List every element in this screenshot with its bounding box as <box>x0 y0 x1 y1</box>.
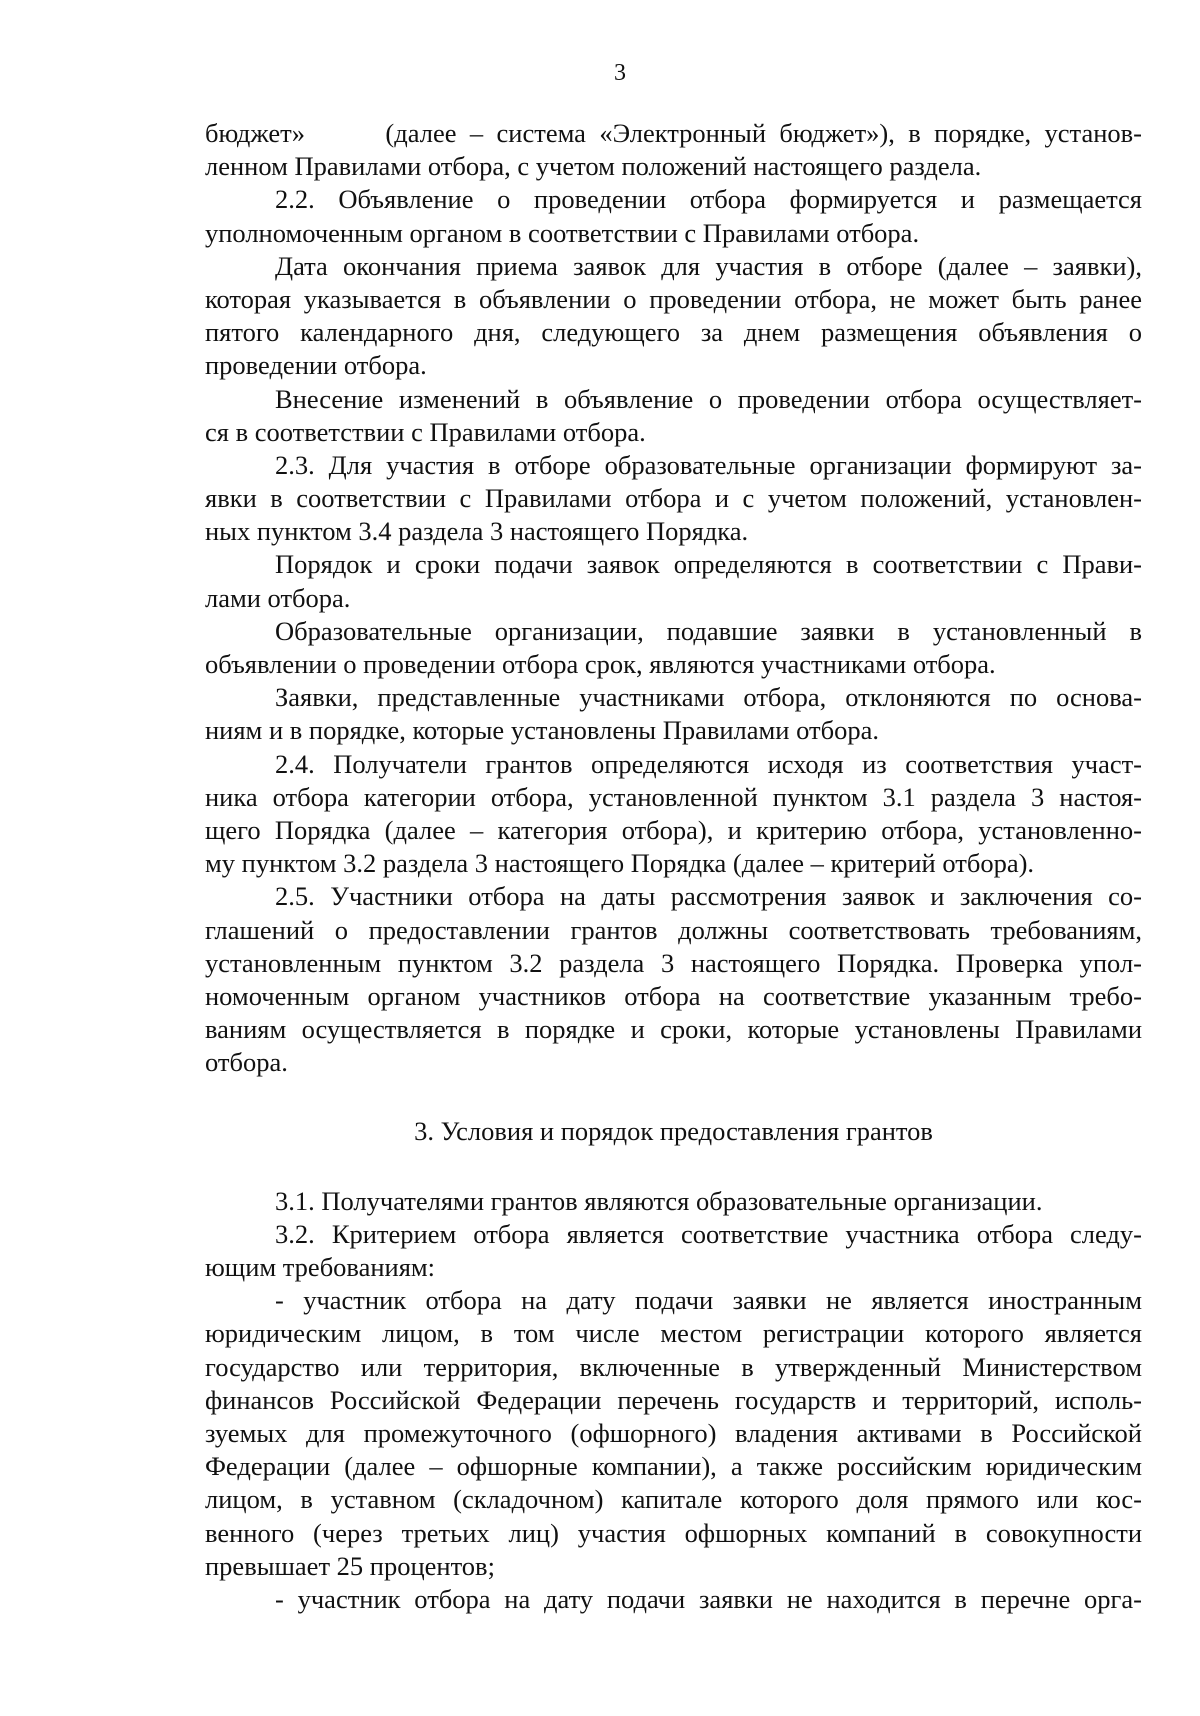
text-line: Внесение изменений в объявление о проведении отбора осуществляет- <box>275 383 1142 414</box>
section-heading: 3. Условия и порядок предоставления грантов <box>414 1116 933 1147</box>
text-line: ниям и в порядке, которые установлены Правилами отбора. <box>205 715 879 746</box>
text-line: - участник отбора на дату подачи заявки не является иностранным <box>275 1285 1142 1316</box>
text-line: явки в соответствии с Правилами отбора и с учетом положений, установлен- <box>205 483 1142 514</box>
text-line: объявлении о проведении отбора срок, являются участниками отбора. <box>205 649 996 679</box>
text-line: 3.1. Получателями грантов являются образовательные организации. <box>275 1185 1043 1216</box>
text-line: Дата окончания приема заявок для участия в отборе (далее – заявки), <box>275 250 1142 281</box>
text-line: ваниям осуществляется в порядке и сроки, которые установлены Правилами <box>205 1014 1142 1045</box>
page-number: 3 <box>614 60 626 86</box>
text-line: пятого календарного дня, следующего за днем размещения объявления о <box>205 317 1142 348</box>
text-line: Образовательные организации, подавшие заявки в установленный в <box>275 615 1142 646</box>
text-line: Заявки, представленные участниками отбора, отклоняются по основа- <box>275 682 1142 713</box>
text-line: 2.2. Объявление о проведении отбора формируется и размещается <box>275 184 1142 215</box>
document-body <box>205 117 1142 1616</box>
text-line: финансов Российской Федерации перечень государств и территорий, исполь- <box>205 1384 1142 1415</box>
text-line: ющим требованиям: <box>205 1252 436 1282</box>
text-line: проведении отбора. <box>205 350 427 381</box>
text-line: которая указывается в объявлении о проведении отбора, не может быть ранее <box>205 283 1142 314</box>
text-line: 3.2. Критерием отбора является соответствие участника отбора следу- <box>275 1218 1142 1249</box>
text-line: лами отбора. <box>205 582 351 613</box>
text-line: превышает 25 процентов; <box>205 1550 495 1581</box>
text-line: 2.3. Для участия в отборе образовательные организации формируют за- <box>275 449 1142 480</box>
text-line: 2.4. Получатели грантов определяются исходя из соответствия участ- <box>275 748 1142 779</box>
text-line: зуемых для промежуточного (офшорного) владения активами в Российской <box>205 1417 1142 1448</box>
text-line: государство или территория, включенные в утвержденный Министерством <box>205 1351 1142 1382</box>
text-line: лицом, в уставном (складочном) капитале которого доля прямого или кос- <box>205 1484 1142 1515</box>
text-line: уполномоченным органом в соответствии с Правилами отбора. <box>205 217 920 248</box>
text-line: венного (через третьих лиц) участия офшорных компаний в совокупности <box>205 1517 1142 1548</box>
text-line: юридическим лицом, в том числе местом регистрации которого является <box>205 1318 1142 1349</box>
text-line: бюджет» (далее – система «Электронный бюджет»), в порядке, установ- <box>205 118 1142 148</box>
text-line: отбора. <box>205 1047 288 1078</box>
text-line: ника отбора категории отбора, установленной пунктом 3.1 раздела 3 настоя- <box>205 781 1142 812</box>
text-line: 2.5. Участники отбора на даты рассмотрения заявок и заключения со- <box>275 881 1142 912</box>
text-line: Федерации (далее – офшорные компании), а также российским юридическим <box>205 1451 1142 1482</box>
text-line: глашений о предоставлении грантов должны соответствовать требованиям, <box>205 914 1142 945</box>
text-line: щего Порядка (далее – категория отбора), и критерию отбора, установленно- <box>205 814 1142 845</box>
text-line: номоченным органом участников отбора на соответствие указанным требо- <box>205 980 1142 1011</box>
text-line: - участник отбора на дату подачи заявки не находится в перечне орга- <box>275 1583 1142 1614</box>
text-line: ных пунктом 3.4 раздела 3 настоящего Порядка. <box>205 516 749 547</box>
text-line: ленном Правилами отбора, с учетом положений настоящего раздела. <box>205 151 982 182</box>
text-line: Порядок и сроки подачи заявок определяются в соответствии с Прави- <box>275 549 1142 580</box>
text-line: установленным пунктом 3.2 раздела 3 настоящего Порядка. Проверка упол- <box>205 947 1142 978</box>
text-line: ся в соответствии с Правилами отбора. <box>205 416 646 447</box>
text-line: му пунктом 3.2 раздела 3 настоящего Порядка (далее – критерий отбора). <box>205 848 1035 879</box>
